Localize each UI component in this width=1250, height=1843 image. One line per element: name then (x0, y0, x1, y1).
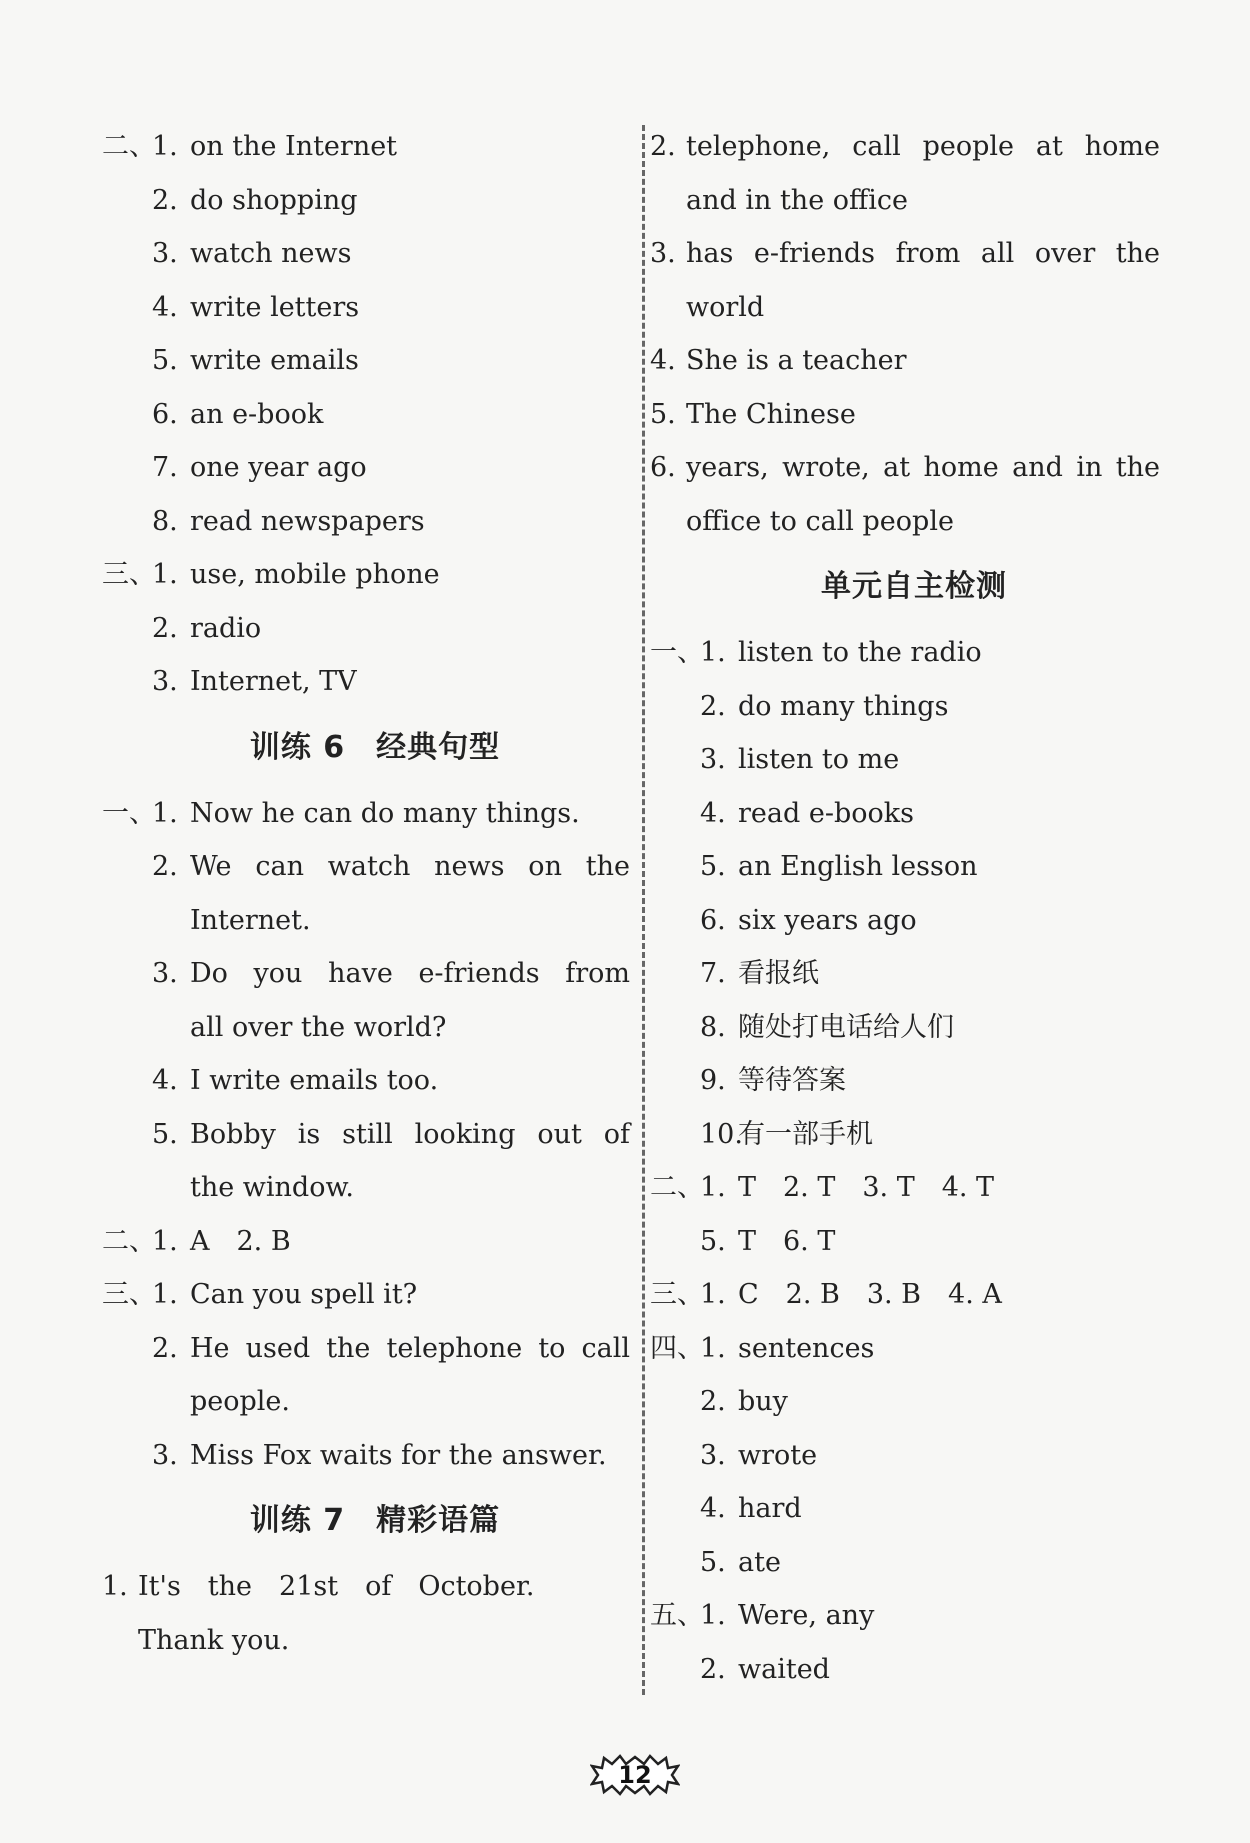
answer-text: wrote (738, 1439, 818, 1471)
answer-text: and in the office (686, 184, 908, 216)
answer-text: has e-friends from all over the (686, 238, 1160, 269)
answer-text: an e-book (190, 398, 324, 430)
item-number: 3. (650, 238, 676, 269)
answer-line (668, 733, 1160, 787)
answer-line (102, 548, 630, 602)
item-number: 8. (152, 505, 178, 537)
answer-text: He used the telephone to call (190, 1332, 630, 1364)
answer-line (120, 495, 630, 549)
item-number: 5. (700, 1546, 726, 1578)
answer-line (120, 441, 630, 495)
answer-line (650, 334, 1160, 388)
item-number: 5. (152, 1118, 178, 1150)
item-number: 2. (152, 851, 178, 882)
answer-text: write letters (190, 291, 360, 323)
item-number: 1. (152, 797, 178, 829)
answer-text: Were, any (738, 1600, 875, 1631)
answer-line (120, 1001, 630, 1055)
section-marker: 二、 (102, 131, 156, 162)
answer-line (120, 840, 630, 894)
answer-line (120, 388, 630, 442)
page-number: 12 (618, 1761, 652, 1789)
item-number: 3. (152, 958, 178, 989)
answer-line (650, 626, 1160, 680)
answer-line (668, 1215, 1160, 1269)
answer-line (650, 1268, 1160, 1322)
answer-text: listen to me (738, 744, 900, 775)
item-number: 2. (700, 1653, 726, 1685)
answer-text: radio (190, 612, 262, 644)
section-heading: 训练 6 经典句型 (249, 729, 501, 765)
answer-text: The Chinese (686, 398, 856, 430)
answer-text: buy (738, 1386, 788, 1417)
item-number: 4. (152, 1065, 178, 1096)
item-number: 10. (700, 1118, 743, 1150)
answer-text: all over the world? (190, 1011, 447, 1043)
answer-text: 有一部手机 (738, 1118, 873, 1150)
answer-text: Thank you. (138, 1624, 290, 1656)
item-number: 2. (650, 131, 676, 162)
answer-text: T 2. T 3. T 4. T (738, 1172, 995, 1203)
answer-text: Do you have e-friends from (190, 958, 630, 989)
item-number: 3. (152, 666, 178, 697)
item-number: 1. (152, 559, 178, 590)
answer-line (668, 680, 1160, 734)
item-number: 2. (152, 612, 178, 644)
section-marker: 四、 (650, 1332, 704, 1364)
answer-line (668, 174, 1160, 228)
answer-text: ate (738, 1546, 781, 1578)
item-number: 1. (700, 1279, 726, 1310)
item-number: 1. (700, 637, 726, 668)
item-number: 9. (700, 1065, 726, 1096)
answer-text: telephone, call people at home (686, 131, 1160, 162)
answer-text: Internet. (190, 904, 311, 936)
answer-text: an English lesson (738, 851, 978, 882)
item-number: 6. (152, 398, 178, 430)
item-number: 1. (152, 1279, 178, 1310)
item-number: 4. (650, 345, 676, 376)
answer-text: I write emails too. (190, 1065, 439, 1096)
answer-text: write emails (190, 345, 359, 376)
answer-text: hard (738, 1493, 802, 1524)
answer-line (650, 120, 1160, 174)
answer-text: Miss Fox waits for the answer. (190, 1439, 607, 1471)
answer-line (120, 174, 630, 228)
answer-text: 看报纸 (738, 958, 819, 989)
answer-line (668, 1482, 1160, 1536)
answer-text: watch news (190, 238, 352, 269)
answer-line (668, 1536, 1160, 1590)
item-number: 1. (102, 1571, 128, 1602)
answer-line (668, 787, 1160, 841)
answer-text: listen to the radio (738, 637, 982, 668)
answer-text: Can you spell it? (190, 1279, 418, 1310)
answer-line (120, 894, 630, 948)
item-number: 4. (152, 291, 178, 323)
answer-line (668, 1054, 1160, 1108)
answer-text: T 6. T (738, 1225, 836, 1257)
answer-text: waited (738, 1653, 830, 1685)
answer-text: Internet, TV (190, 666, 357, 697)
answer-text: use, mobile phone (190, 559, 440, 590)
answer-line (668, 495, 1160, 549)
answer-text: C 2. B 3. B 4. A (738, 1279, 1002, 1310)
answer-text: Now he can do many things. (190, 797, 580, 829)
answer-line (102, 120, 630, 174)
right-column (650, 120, 1160, 1696)
answer-text: 随处打电话给人们 (738, 1011, 954, 1043)
answer-line (120, 1375, 630, 1429)
answer-text: office to call people (686, 505, 954, 537)
answer-text: world (686, 291, 765, 323)
answer-line (120, 1322, 630, 1376)
answer-line (102, 1560, 630, 1614)
answer-line (120, 1614, 630, 1668)
item-number: 3. (152, 1439, 178, 1471)
section-marker: 一、 (102, 797, 156, 829)
answer-text: She is a teacher (686, 345, 907, 376)
item-number: 1. (700, 1332, 726, 1364)
column-divider (642, 125, 645, 1695)
item-number: 6. (700, 904, 726, 936)
item-number: 1. (152, 131, 178, 162)
item-number: 7. (152, 452, 178, 483)
item-number: 7. (700, 958, 726, 989)
answer-line (650, 1322, 1160, 1376)
section-heading: 单元自主检测 (821, 569, 1007, 604)
answer-line (120, 655, 630, 709)
answer-line (120, 281, 630, 335)
item-number: 3. (700, 1439, 726, 1471)
answer-line (102, 1215, 630, 1269)
answer-line (120, 602, 630, 656)
item-number: 5. (152, 345, 178, 376)
item-number: 2. (700, 1386, 726, 1417)
item-number: 1. (152, 1225, 178, 1257)
item-number: 5. (700, 1225, 726, 1257)
answer-line (102, 787, 630, 841)
item-number: 2. (152, 1332, 178, 1364)
answer-line (668, 1429, 1160, 1483)
answer-line (120, 334, 630, 388)
answer-text: It's the 21st of October. (138, 1571, 535, 1602)
answer-text: sentences (738, 1332, 875, 1364)
left-column (102, 120, 630, 1667)
answer-text: A 2. B (190, 1225, 291, 1257)
section-marker: 一、 (650, 637, 704, 668)
item-number: 1. (700, 1172, 726, 1203)
answer-line (668, 947, 1160, 1001)
answer-line (668, 1001, 1160, 1055)
answer-text: do many things (738, 690, 949, 722)
item-number: 2. (152, 184, 178, 216)
item-number: 8. (700, 1011, 726, 1043)
section-heading: 训练 7 精彩语篇 (249, 1503, 501, 1538)
answer-line (120, 1054, 630, 1108)
section-marker: 二、 (650, 1172, 704, 1203)
page-number-badge (590, 1752, 680, 1798)
answer-line (120, 1161, 630, 1215)
answer-text: the window. (190, 1172, 354, 1203)
answer-line (650, 1161, 1160, 1215)
item-number: 4. (700, 1493, 726, 1524)
answer-line (650, 388, 1160, 442)
item-number: 1. (700, 1600, 726, 1631)
answer-line (668, 1643, 1160, 1697)
answer-line (668, 1108, 1160, 1162)
answer-line (668, 281, 1160, 335)
answer-line (668, 1375, 1160, 1429)
section-marker: 三、 (102, 1279, 156, 1310)
item-number: 3. (700, 744, 726, 775)
answer-text: people. (190, 1386, 290, 1417)
answer-text: Bobby is still looking out of (190, 1118, 630, 1150)
answer-line (650, 227, 1160, 281)
answer-text: six years ago (738, 904, 917, 936)
section-marker: 五、 (650, 1600, 704, 1631)
item-number: 4. (700, 797, 726, 829)
item-number: 6. (650, 452, 676, 483)
item-number: 5. (700, 851, 726, 882)
answer-text: read e-books (738, 797, 914, 829)
answer-line (120, 1108, 630, 1162)
answer-text: We can watch news on the (190, 851, 630, 882)
answer-line (650, 1589, 1160, 1643)
answer-text: one year ago (190, 452, 367, 483)
answer-text: years, wrote, at home and in the (686, 452, 1160, 483)
answer-line (668, 894, 1160, 948)
answer-text: 等待答案 (738, 1065, 846, 1096)
answer-text: read newspapers (190, 505, 425, 537)
answer-line (120, 947, 630, 1001)
item-number: 2. (700, 690, 726, 722)
answer-line (120, 227, 630, 281)
answer-line (668, 840, 1160, 894)
item-number: 5. (650, 398, 676, 430)
answer-text: do shopping (190, 184, 358, 216)
answer-line (650, 441, 1160, 495)
answer-line (102, 1268, 630, 1322)
section-marker: 二、 (102, 1225, 156, 1257)
answer-text: on the Internet (190, 131, 398, 162)
section-marker: 三、 (102, 559, 156, 590)
item-number: 3. (152, 238, 178, 269)
section-marker: 三、 (650, 1279, 704, 1310)
answer-line (120, 1429, 630, 1483)
